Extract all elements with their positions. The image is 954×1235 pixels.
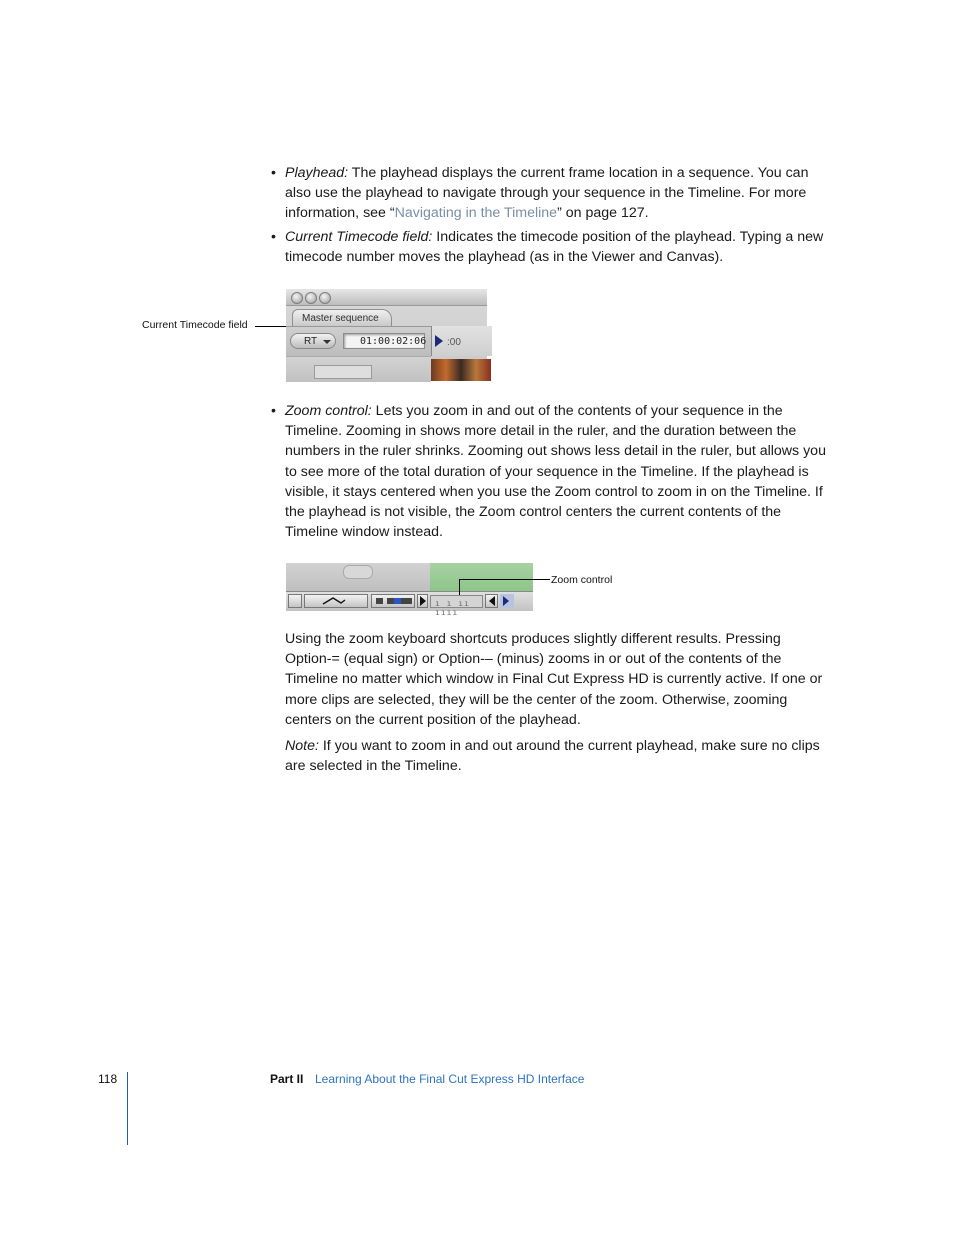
bullet-text: Indicates the timecode position of the playhead. Typing a new timecode number moves the playhead (as in the Viewer and Canvas).	[285, 229, 824, 266]
link-navigating-timeline[interactable]: Navigating in the Timeline	[394, 205, 558, 222]
rt-label: RT	[304, 336, 318, 347]
timeline-header-screenshot	[286, 289, 487, 381]
footer-part-label: Part II	[270, 1072, 304, 1086]
term-zoom-control: Zoom control:	[285, 403, 372, 419]
footer-chapter-title: Learning About the Final Cut Express HD Interface	[315, 1072, 585, 1086]
note-label: Note:	[285, 738, 319, 754]
bullet-playhead	[271, 163, 830, 224]
note-text: If you want to zoom in and out around the current playhead, make sure no clips are selected in the Timeline.	[285, 738, 820, 775]
zoom-slider-button	[485, 594, 498, 608]
zoom-slider-thumb	[500, 594, 514, 608]
track-field	[314, 365, 372, 379]
tab-master-sequence: Master sequence	[292, 309, 392, 326]
term-current-timecode: Current Timecode field:	[285, 229, 433, 245]
rt-popup-button	[290, 333, 336, 349]
bullet-zoom-control	[271, 401, 830, 542]
bullet-text: The playhead displays the current frame location in a sequence. You can also use the playhead to navigate through your sequence in the Timeline. For more information, see “	[285, 165, 809, 222]
callout-line	[459, 579, 460, 595]
playhead-icon	[503, 596, 509, 606]
term-playhead: Playhead:	[285, 165, 349, 181]
playhead-icon	[435, 335, 443, 347]
zoom-control-screenshot	[286, 563, 533, 617]
track-height-icon	[376, 598, 412, 604]
chevron-down-icon	[323, 340, 331, 344]
bullet-marker: •	[271, 403, 276, 419]
timeline-bottom-bar	[286, 591, 533, 617]
close-window-icon	[291, 292, 303, 304]
speaker-icon	[288, 594, 302, 608]
arrow-left-icon	[489, 596, 495, 606]
note-paragraph	[285, 736, 830, 776]
audio-track-area	[430, 563, 533, 591]
bullet-current-timecode	[271, 227, 830, 267]
callout-zoom-control: Zoom control	[551, 574, 613, 586]
minimize-window-icon	[305, 292, 317, 304]
callout-line	[459, 579, 550, 580]
zoom-tick-marks: ı ı ıı ıııı	[435, 599, 470, 617]
page-number: 118	[98, 1072, 118, 1086]
track-controls	[286, 356, 431, 382]
zoom-window-icon	[319, 292, 331, 304]
track-height-control	[371, 594, 415, 608]
clip-thumbnail	[431, 359, 491, 381]
bullet-text-end: ” on page 127.	[557, 205, 649, 222]
timeline-toolbar	[286, 326, 431, 357]
clip-overlays-button	[304, 594, 368, 608]
zoom-shortcuts-paragraph: Using the zoom keyboard shortcuts produces slightly different results. Pressing Option-= (equal sign) or Option-– (minus) zooms in or out of the contents of the Timeline no matter which window in Final Cut Express HD is currently active. If one or more clips are selected, they will be the center of the zoom. Otherwise, zooming centers on the current position of the playhead.	[285, 631, 823, 728]
keyframe-line-icon	[305, 595, 367, 607]
ruler-tick-label: :00	[447, 337, 461, 348]
zoom-slider-left-button	[417, 594, 428, 608]
zoom-control	[430, 595, 483, 617]
bullet-text: Lets you zoom in and out of the contents of your sequence in the Timeline. Zooming in shows more detail in the ruler, and the duration between the numbers in the ruler shrinks. Zooming out shows less detail in the ruler, but allows you to see more of the total duration of your sequence in the Timeline. If the playhead is visible, it stays centered when you use the Zoom control to zoom in on the Timeline. If the playhead is not visible, the Zoom control centers the current contents of the Timeline window instead.	[285, 403, 826, 541]
callout-current-timecode: Current Timecode field	[142, 319, 248, 331]
rt-button-ghost	[343, 565, 373, 579]
track-header-area	[286, 563, 430, 591]
window-titlebar	[286, 289, 487, 306]
bullet-marker: •	[271, 229, 276, 245]
timeline-ruler	[431, 326, 492, 356]
footer-divider	[127, 1072, 128, 1145]
bullet-marker: •	[271, 165, 276, 181]
arrow-right-icon	[420, 596, 426, 606]
current-timecode-field: 01:00:02:06	[343, 333, 425, 349]
